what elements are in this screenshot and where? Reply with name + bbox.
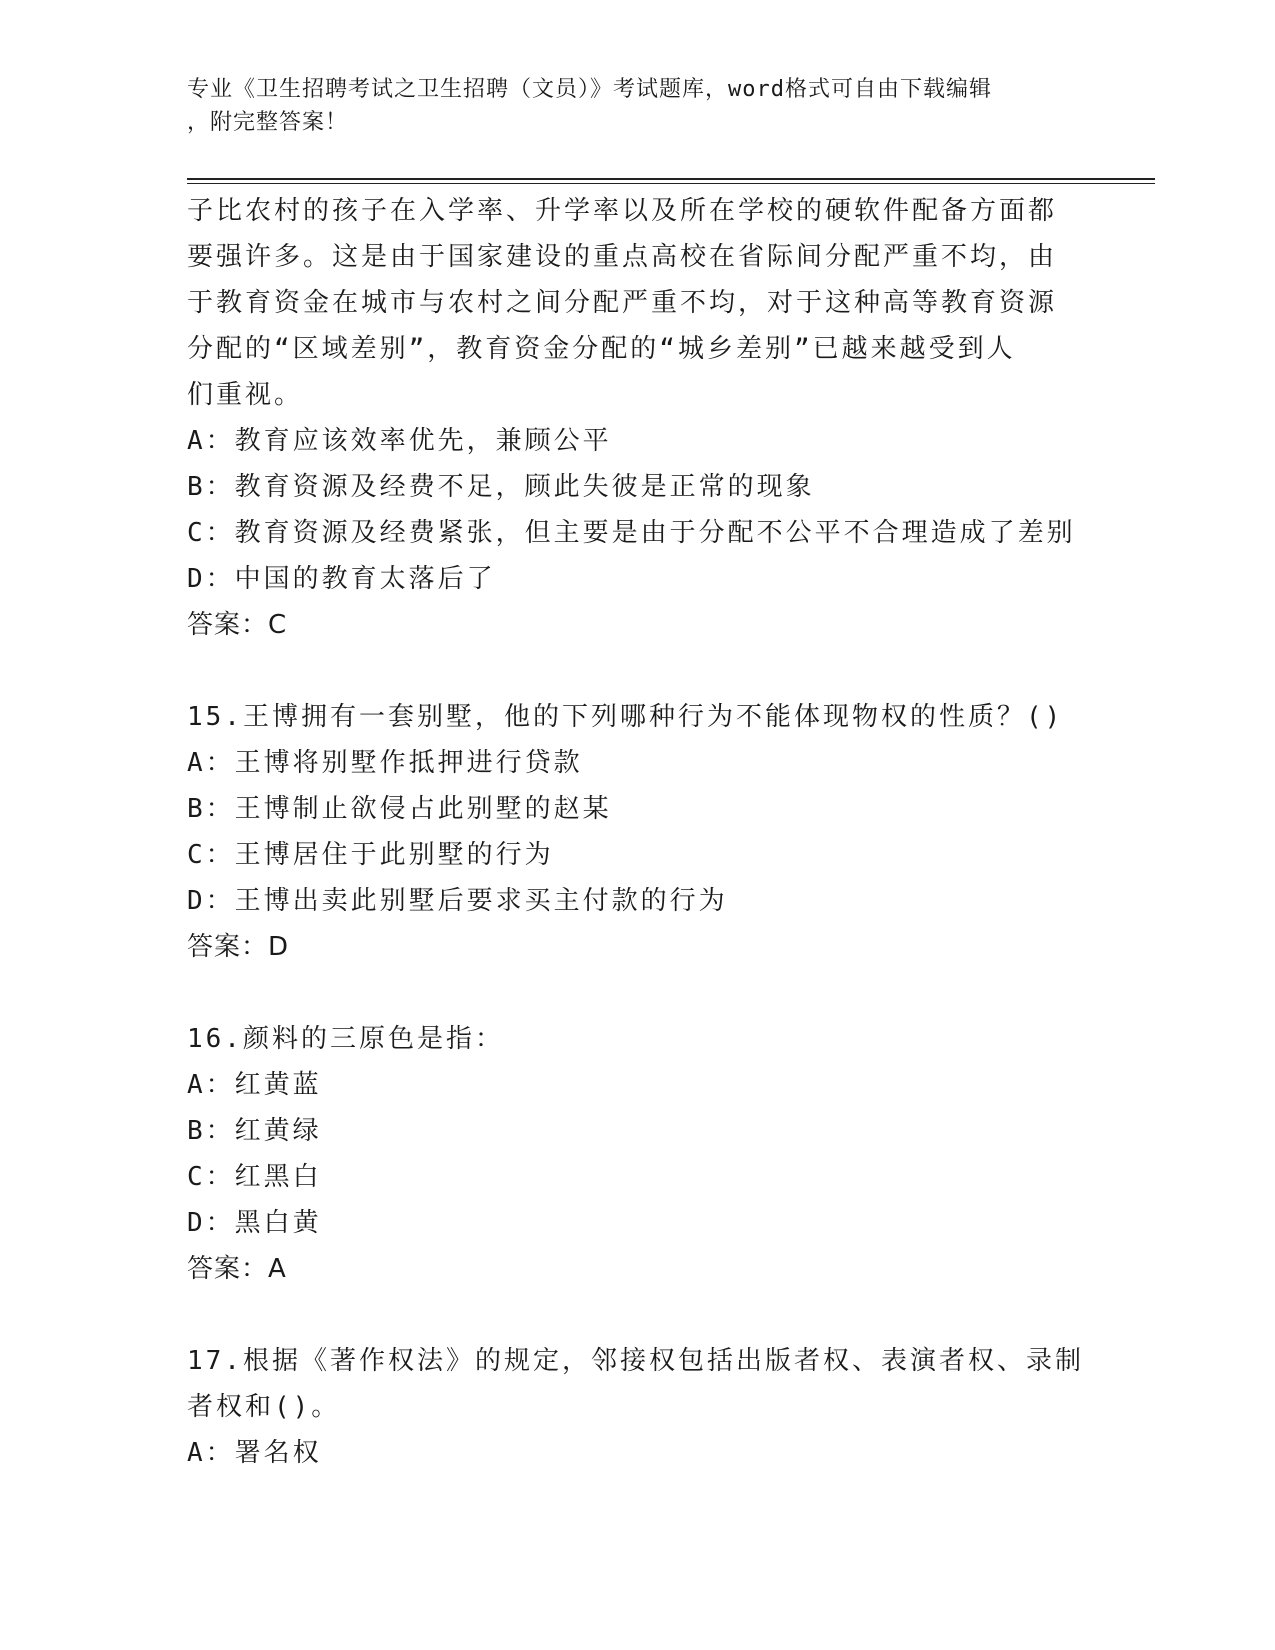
- spacer: [187, 648, 1087, 694]
- option-c: C：王博居住于此别墅的行为: [187, 840, 554, 870]
- answer-line: 答案：C: [187, 610, 288, 640]
- question-stem-line: 16.颜料的三原色是指：: [187, 1024, 504, 1054]
- option-c: C：红黑白: [187, 1162, 322, 1192]
- header-divider-thin: [187, 183, 1155, 184]
- question-stem-line: 们重视。: [187, 380, 304, 410]
- question-content: [187, 188, 1087, 1476]
- page-header: [187, 73, 1067, 139]
- header-divider-thick: [187, 178, 1155, 180]
- option-a: A：署名权: [187, 1438, 322, 1468]
- question-stem-line: 要强许多。这是由于国家建设的重点高校在省际间分配严重不均，由: [187, 242, 1058, 272]
- option-d: D：黑白黄: [187, 1208, 322, 1238]
- option-d: D：中国的教育太落后了: [187, 564, 496, 594]
- question-16: [187, 1016, 1087, 1292]
- question-15: [187, 694, 1087, 970]
- option-b: B：教育资源及经费不足，顾此失彼是正常的现象: [187, 472, 815, 502]
- option-b: B：红黄绿: [187, 1116, 322, 1146]
- spacer: [187, 970, 1087, 1016]
- question-stem-line: 分配的“区域差别”，教育资金分配的“城乡差别”已越来越受到人: [187, 334, 1016, 364]
- option-a: A：教育应该效率优先，兼顾公平: [187, 426, 612, 456]
- question-14: [187, 188, 1087, 648]
- header-line-1: 专业《卫生招聘考试之卫生招聘（文员）》考试题库，word格式可自由下载编辑: [187, 77, 992, 102]
- spacer: [187, 1292, 1087, 1338]
- option-b: B：王博制止欲侵占此别墅的赵某: [187, 794, 612, 824]
- option-d: D：王博出卖此别墅后要求买主付款的行为: [187, 886, 728, 916]
- question-stem-line: 15.王博拥有一套别墅，他的下列哪种行为不能体现物权的性质？(): [187, 702, 1064, 732]
- answer-line: 答案：D: [187, 932, 290, 962]
- question-17: [187, 1338, 1087, 1476]
- option-c: C：教育资源及经费紧张，但主要是由于分配不公平不合理造成了差别: [187, 518, 1076, 548]
- question-stem-line: 者权和()。: [187, 1392, 341, 1422]
- question-stem-line: 于教育资金在城市与农村之间分配严重不均，对于这种高等教育资源: [187, 288, 1058, 318]
- option-a: A：王博将别墅作抵押进行贷款: [187, 748, 583, 778]
- question-stem-line: 子比农村的孩子在入学率、升学率以及所在学校的硬软件配备方面都: [187, 196, 1058, 226]
- header-line-2: ，附完整答案！: [187, 110, 349, 135]
- option-a: A：红黄蓝: [187, 1070, 322, 1100]
- question-stem-line: 17.根据《著作权法》的规定，邻接权包括出版者权、表演者权、录制: [187, 1346, 1084, 1376]
- answer-line: 答案：A: [187, 1254, 287, 1284]
